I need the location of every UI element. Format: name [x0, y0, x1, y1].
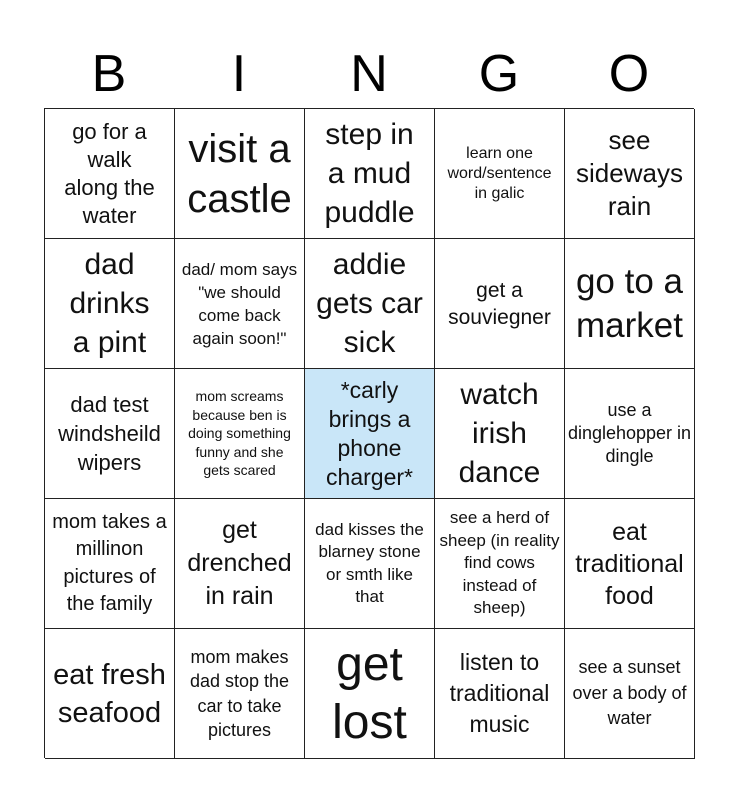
bingo-cell[interactable] — [305, 499, 435, 629]
cell-text: get a souviegner — [448, 278, 551, 329]
bingo-cell[interactable] — [435, 239, 565, 369]
header-letter-i: I — [231, 45, 247, 103]
bingo-cell[interactable] — [435, 499, 565, 629]
bingo-cell[interactable] — [175, 239, 305, 369]
cell-text: learn one word/sentence in galic — [447, 144, 552, 202]
cell-text: go for a walk along the water — [64, 118, 155, 228]
cell-text: mom takes a millinon pictures of the family — [52, 510, 167, 615]
cell-text: dad kisses the blarney stone or smth like that — [315, 519, 424, 606]
bingo-cell[interactable] — [565, 239, 695, 369]
cell-text: see a sunset over a body of water — [572, 657, 687, 729]
bingo-cell[interactable] — [175, 629, 305, 759]
cell-text: addie gets car sick — [316, 248, 423, 359]
cell-text: step in a mud puddle — [324, 118, 415, 229]
cell-text: go to a market — [575, 261, 684, 345]
bingo-cell[interactable] — [435, 109, 565, 239]
header-letter-g: G — [478, 45, 520, 103]
bingo-header — [44, 40, 694, 108]
bingo-free-cell[interactable] — [305, 369, 435, 499]
bingo-cell[interactable] — [45, 239, 175, 369]
bingo-cell[interactable] — [305, 109, 435, 239]
cell-text: dad test windsheild wipers — [58, 392, 161, 475]
bingo-cell[interactable] — [175, 109, 305, 239]
bingo-cell[interactable] — [565, 499, 695, 629]
cell-text: use a dinglehopper in dingle — [567, 400, 692, 466]
cell-text: get drenched in rain — [187, 516, 292, 610]
cell-text: *carly brings a phone charger* — [326, 376, 413, 490]
cell-text: see a herd of sheep (in reality find cows instead of sheep) — [439, 508, 560, 618]
header-letter-n: N — [350, 45, 388, 103]
bingo-cell[interactable] — [435, 369, 565, 499]
bingo-cell[interactable] — [565, 369, 695, 499]
cell-text: watch irish dance — [458, 378, 541, 489]
bingo-cell[interactable] — [565, 109, 695, 239]
bingo-cell[interactable] — [175, 369, 305, 499]
cell-text: eat fresh seafood — [53, 658, 166, 729]
header-letter-b: B — [91, 45, 127, 103]
cell-text: visit a castle — [187, 126, 292, 221]
cell-text: dad/ mom says "we should come back again soon!" — [181, 259, 298, 348]
bingo-cell[interactable] — [305, 629, 435, 759]
bingo-cell[interactable] — [565, 629, 695, 759]
bingo-cell[interactable] — [45, 629, 175, 759]
cell-text: eat traditional food — [575, 517, 684, 610]
cell-text: dad drinks a pint — [69, 248, 150, 359]
cell-text: mom screams because ben is doing something funny and she gets scared — [188, 388, 291, 479]
bingo-cell[interactable] — [435, 629, 565, 759]
cell-text: mom makes dad stop the car to take pictures — [189, 646, 290, 740]
bingo-cell[interactable] — [45, 369, 175, 499]
cell-text: see sideways rain — [576, 125, 683, 221]
bingo-cell[interactable] — [45, 109, 175, 239]
cell-text: get lost — [332, 637, 407, 749]
cell-text: listen to traditional music — [449, 649, 550, 737]
bingo-cell[interactable] — [45, 499, 175, 629]
bingo-cell[interactable] — [175, 499, 305, 629]
header-letter-o: O — [608, 45, 650, 103]
bingo-cell[interactable] — [305, 239, 435, 369]
bingo-grid — [44, 108, 694, 758]
